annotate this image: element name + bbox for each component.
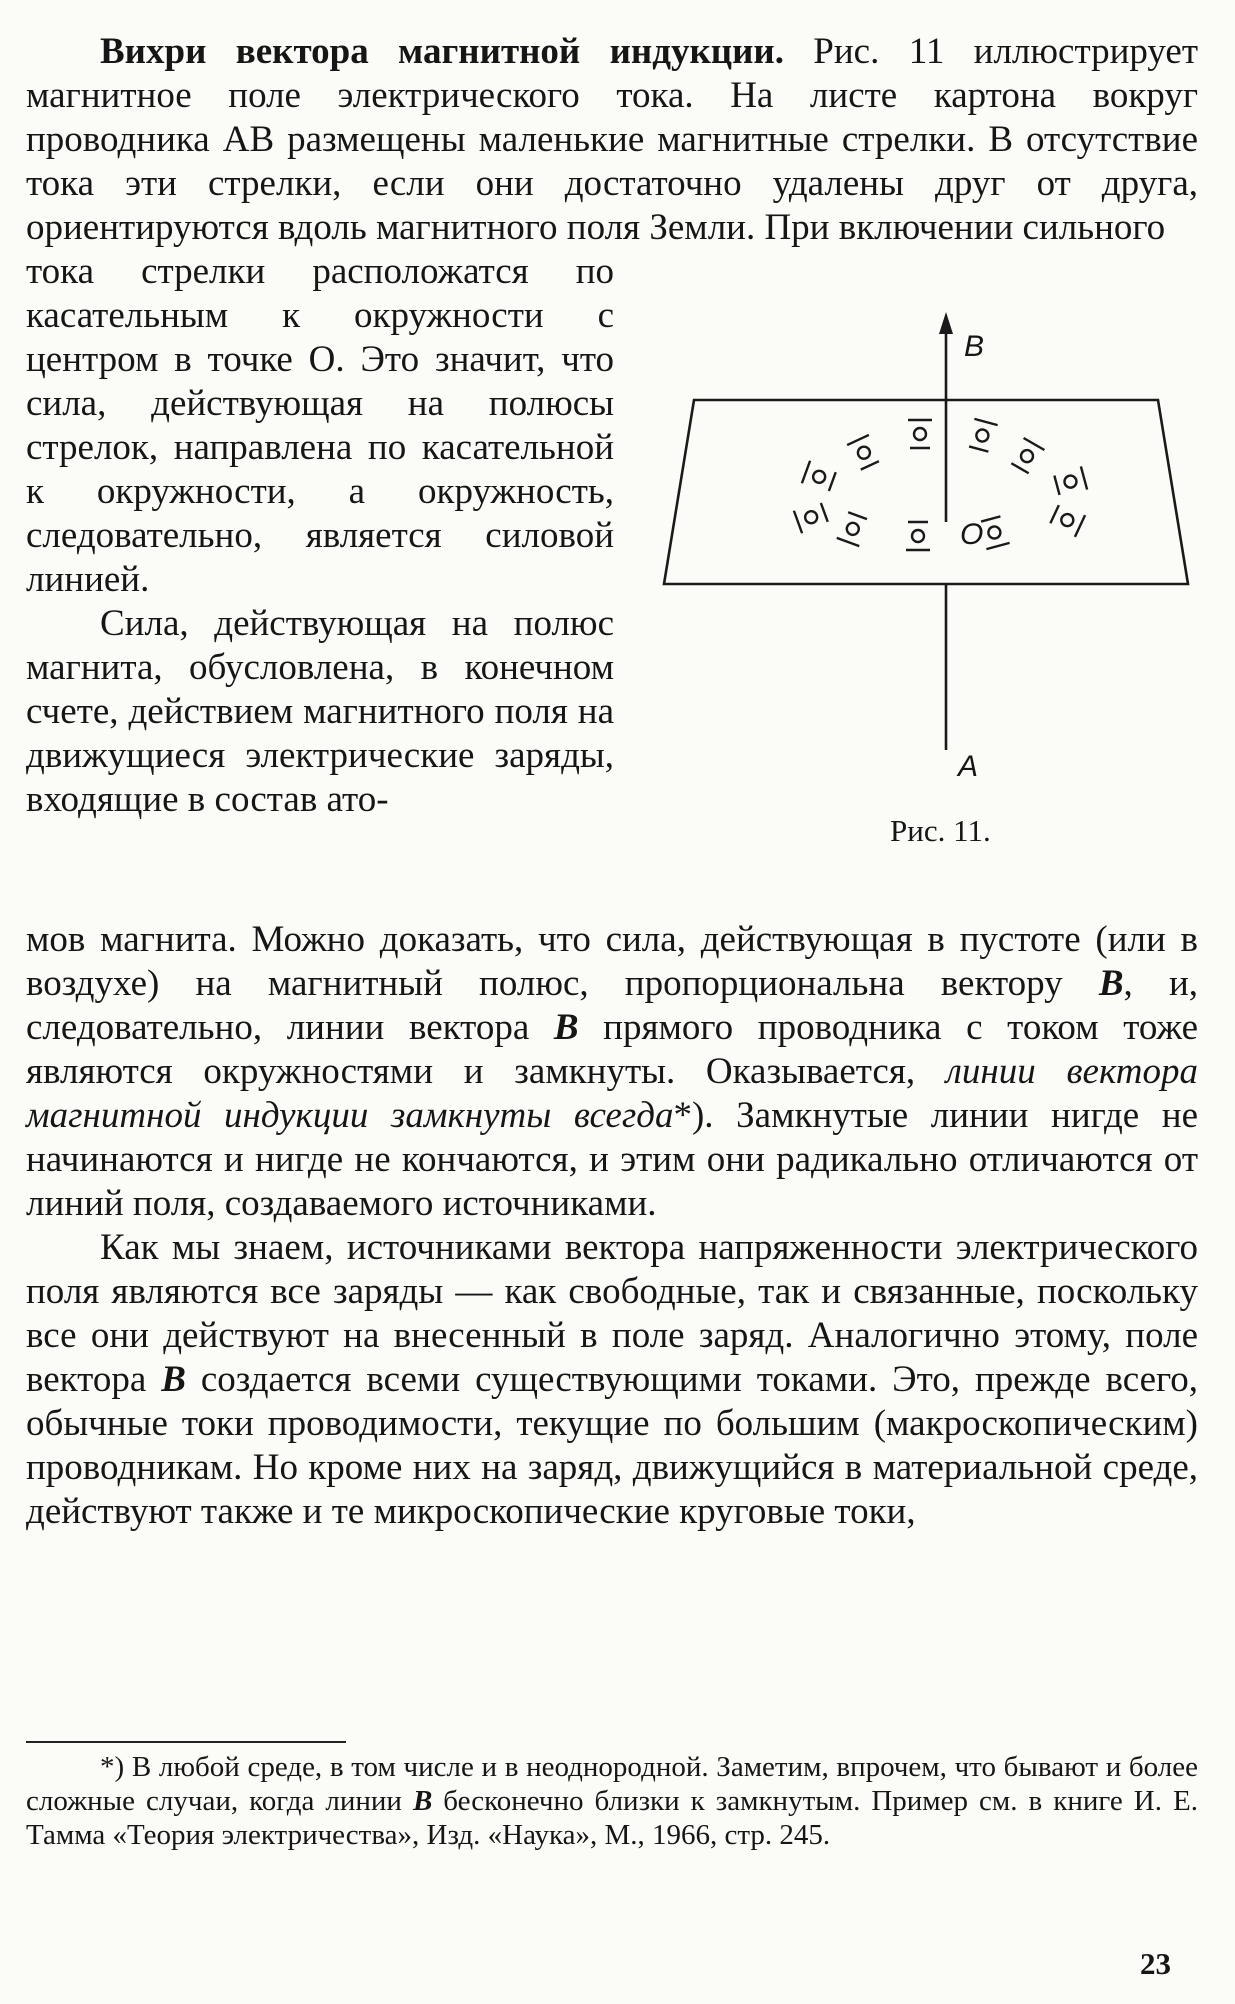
paragraph-2-continued (26, 918, 1198, 1226)
paragraph-1-text: Рис. 11 иллюстрирует магнитное поле электрического тока. На листе картона вокруг проводника AB размещены маленькие магнитные стрелки. В отсутствие тока эти стрелки, если они достаточно удалены друг от друга, ориентируются вдоль магнитного поля Земли. При включении сильного (26, 31, 1198, 248)
paragraph-2: Сила, действующая на полюс магнита, обусловлена, в конечном счете, действием магнитного поля на движущиеся электрические заряды, входящие в состав ато- (26, 603, 614, 820)
text-run: *) В любой среде, в том числе и в неоднородной. Заметим, впрочем, что бывают и более сложные случаи, когда линии (26, 1751, 1198, 1817)
text-run: мов магнита. Можно доказать, что сила, действующая в пустоте (или в воздухе) на магнитный полюс, пропорциональна вектору (26, 919, 1198, 1004)
text-run: Как мы знаем, источниками вектора напряженности электрического поля являются все заряды — как свободные, так и связанные, поскольку все они действуют на внесенный в поле заряд. Аналогично этому, поле вектора (26, 1227, 1198, 1400)
vector-b: B (553, 1007, 579, 1048)
text-with-figure (26, 250, 1198, 918)
current-arrow (939, 312, 953, 334)
paragraph-1 (26, 30, 1198, 250)
vector-b: B (1098, 963, 1124, 1004)
footnote (26, 1750, 1198, 1852)
figure-caption: Рис. 11. (890, 813, 991, 848)
label-o: O (960, 518, 984, 551)
paragraph-1-continued: тока стрелки расположатся по касательным к окружности с центром в точке O. Это значит, что сила, действующая на полюсы стрелок, направлена по касательной к окружности, а окружность, следовательно, является силовой линией. (26, 251, 614, 600)
conductor-diagram (648, 272, 1208, 812)
label-a: A (958, 750, 979, 783)
vector-b: B (412, 1785, 433, 1817)
footnote-rule (26, 1741, 346, 1743)
magnetic-needles (794, 419, 1087, 550)
text-run: *). Замкнутые линии нигде не начинаются и нигде не кончаются, и этим они радикально отличаются от линий поля, создаваемого источниками. (26, 1095, 1198, 1224)
wrapped-text-column (26, 250, 614, 822)
emphasized-statement: линии вектора магнитной индукции замкнуты всегда (26, 1051, 1198, 1136)
vector-b: B (161, 1359, 186, 1400)
figure-11 (648, 272, 1208, 872)
page-number: 23 (1140, 1946, 1171, 1981)
paragraph-3 (26, 1226, 1198, 1534)
text-run: , и, следовательно, линии вектора (26, 963, 1198, 1048)
text-run: создается всеми существующими токами. Это, прежде всего, обычные токи проводимости, текущие по большим (макроскопическим) проводникам. Но кроме них на заряд, движущийся в материальной среде, действуют также и те микроскопические круговые токи, (26, 1359, 1198, 1532)
page-body (26, 30, 1198, 1534)
text-run: бесконечно близки к замкнутым. Пример см. в книге И. Е. Тамма «Теория электричества», Изд. «Наука», М., 1966, стр. 245. (26, 1785, 1198, 1851)
cardboard-sheet (664, 400, 1188, 584)
section-heading: Вихри вектора магнитной индукции. (100, 31, 784, 72)
text-run: прямого проводника с током тоже являются окружностями и замкнуты. Оказывается, (26, 1007, 1198, 1092)
label-b: B (964, 330, 985, 363)
